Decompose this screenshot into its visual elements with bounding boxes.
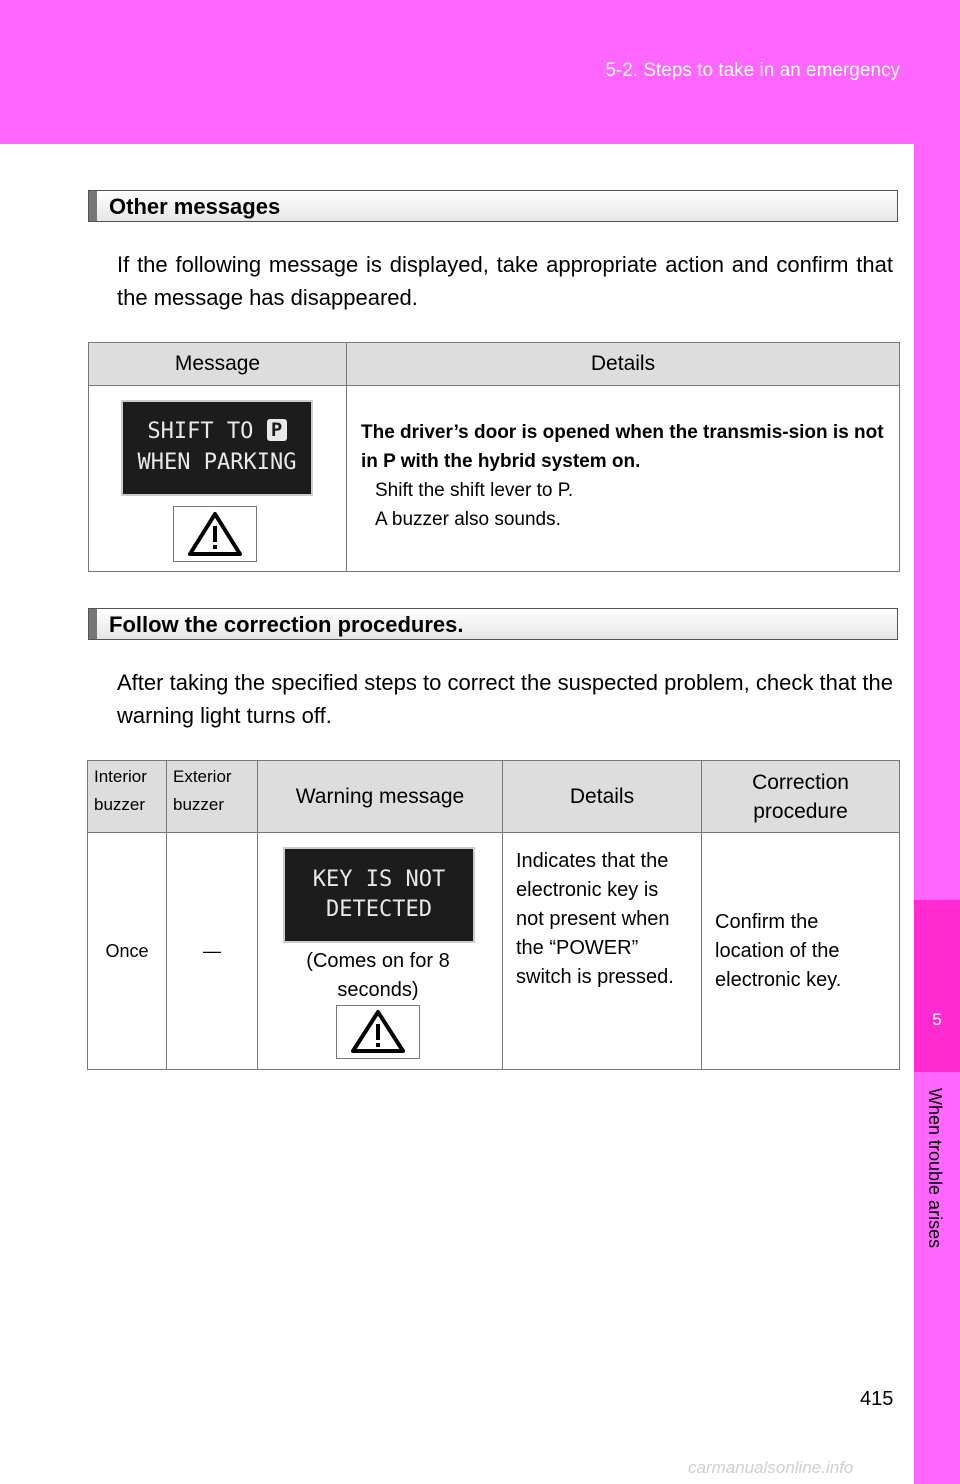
table-header-warning-message: Warning message bbox=[258, 761, 503, 833]
details-condition: The driver’s door is opened when the transmis-sion is not in P with the hybrid system on. bbox=[361, 422, 884, 472]
table-header-details: Details bbox=[347, 343, 900, 386]
chapter-number: 5 bbox=[932, 1010, 942, 1029]
section-title: Other messages bbox=[109, 194, 281, 219]
warning-triangle-icon bbox=[336, 1005, 420, 1059]
display-text-line1: SHIFT TO bbox=[147, 419, 254, 444]
key-not-detected-display bbox=[283, 847, 475, 943]
table-cell-correction: Confirm the location of the electronic key. bbox=[702, 833, 900, 1070]
table-cell-message bbox=[89, 386, 347, 572]
section-intro: If the following message is displayed, take appropriate action and confirm that the message has disappeared. bbox=[117, 252, 893, 310]
chapter-side-tab bbox=[914, 144, 960, 1484]
shift-to-park-display bbox=[121, 400, 313, 496]
section-heading-other-messages bbox=[88, 190, 898, 222]
table-header-interior-buzzer: Interior buzzer bbox=[88, 761, 167, 833]
heading-marker bbox=[89, 609, 97, 639]
table-cell-details: Indicates that the electronic key is not present when the “POWER” switch is pressed. bbox=[503, 833, 702, 1070]
table-cell-details bbox=[347, 386, 900, 572]
table-header-correction: Correction procedure bbox=[702, 761, 900, 833]
details-note: A buzzer also sounds. bbox=[375, 509, 561, 530]
section-heading-correction bbox=[88, 608, 898, 640]
table-header-message: Message bbox=[89, 343, 347, 386]
chapter-title: When trouble arises bbox=[925, 1088, 945, 1249]
message-table bbox=[88, 342, 900, 572]
display-text-line2: WHEN PARKING bbox=[137, 450, 297, 475]
section-intro: After taking the specified steps to correct the suspected problem, check that the warning light turns off. bbox=[117, 670, 893, 728]
table-cell-interior: Once bbox=[88, 833, 167, 1070]
table-cell-warning-message bbox=[258, 833, 503, 1070]
display-text-line2: DETECTED bbox=[326, 897, 432, 922]
display-text-line1: KEY IS NOT bbox=[312, 867, 446, 892]
display-duration-note: (Comes on for 8 seconds) bbox=[306, 950, 450, 1001]
page-number: 415 bbox=[860, 1388, 894, 1410]
park-p-badge: P bbox=[267, 419, 287, 441]
correction-table bbox=[87, 760, 900, 1070]
details-action: Shift the shift lever to P. bbox=[375, 480, 574, 501]
table-cell-exterior: — bbox=[167, 833, 258, 1070]
chapter-tab-highlight bbox=[914, 900, 960, 1072]
breadcrumb: 5-2. Steps to take in an emergency bbox=[605, 60, 900, 81]
warning-triangle-icon bbox=[173, 506, 257, 562]
table-header-details: Details bbox=[503, 761, 702, 833]
watermark-site: carmanualsonline.info bbox=[688, 1458, 854, 1477]
page-header-band bbox=[0, 0, 960, 144]
heading-marker bbox=[89, 191, 97, 221]
table-header-exterior-buzzer: Exterior buzzer bbox=[167, 761, 258, 833]
section-title: Follow the correction procedures. bbox=[109, 612, 464, 637]
